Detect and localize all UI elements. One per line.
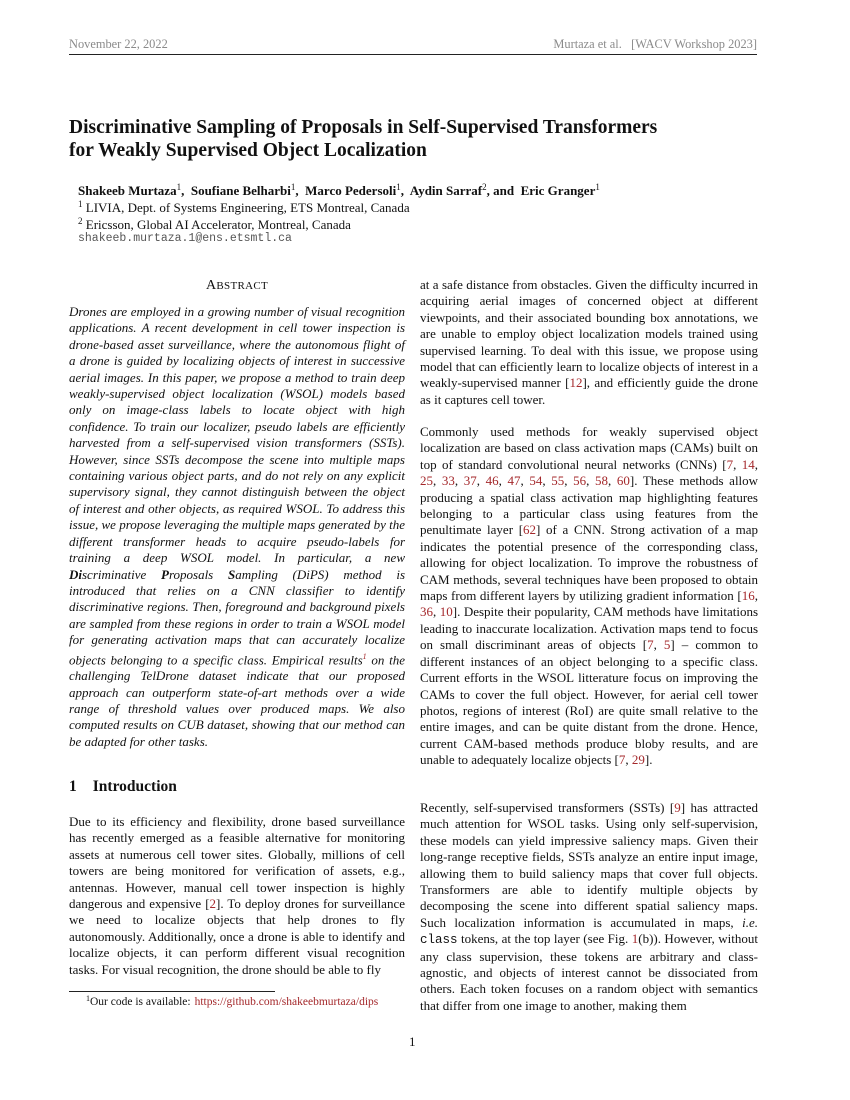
header-rule [69,54,757,55]
intro-paragraph-1: Due to its efficiency and flexibility, drone based surveillance has recently emerged as a feasible alternative for monitoring assets at numerous cell tower sites. Globally, millions of cell towers are being monitored for verification of assets, e.g., antennas. However, manual cell tower inspection is highly dangerous and expensive [2]. To deploy drones for surveillance we need to localize objects that help drones to fly autonomously. Additionally, once a drone is able to identify and localize objects, it can perform different visual recognition tasks. For visual recognition, the drone should be able to fly [69,814,405,977]
citation-link[interactable]: 56 [573,473,587,489]
header-running-title: Murtaza et al. [WACV Workshop 2023] [553,37,757,51]
code-repo-link[interactable]: https://github.com/shakeebmurtaza/dips [194,996,379,1008]
author: Eric Granger$^1$ [520,182,600,198]
citation-link[interactable]: 10 [439,604,453,620]
citation-link[interactable]: 54 [529,473,543,489]
citation-link[interactable]: 29 [631,752,645,768]
citation-link[interactable]: 12 [569,375,583,391]
author: Marco Pedersoli$^1$ [305,182,401,198]
footnote: $^1$Our code is available: https://github.com/shakeebmurtaza/dips [86,994,379,1008]
title-line-1: Discriminative Sampling of Proposals in Self-Supervised Transformers [69,117,658,138]
citation-link[interactable]: 9 [674,800,681,815]
affiliation: $^2$ Ericsson, Global AI Accelerator, Montreal, Canada [78,216,351,232]
author: Aydin Sarraf$^2$ [409,182,487,198]
author-list: Shakeeb Murtaza$^1$, Soufiane Belharbi$^1$, Marco Pedersoli$^1$, Aydin Sarraf$^2$, and Eric Granger$^1$ [78,182,600,198]
intro-paragraph-3: Recently, self-supervised transformers (SSTs) [9] has attracted much attention for WSOL tasks. Using only self-supervision, these models can yield impressive saliency maps. Given their long-range receptive fields, SSTs analyze an entire input image, allowing them to build saliency maps that cover full objects. Transformers are able to identify multiple objects by decomposing the scene into different spatial saliency maps. Such localization information is accumulated in maps, i.e. class tokens, at the top layer (see Fig. 1(b)). However, without any class supervision, these tokens are arbitrary and class-agnostic, and objects of interest cannot be dissociated from others. Each token focuses on a random object with semantics that differ from one image to another, making them [420,800,759,1013]
citation-link[interactable]: 5 [663,637,671,653]
intro-paragraph-2: Commonly used methods for weakly supervised object localization are based on class activation maps (CAMs) built on top of standard convolutional neural networks (CNNs) [7, 14, 25, 33, 37, 46, 47, 54, 55, 56, 58, 60]. These methods allow producing a spatial class activation map highlighting features belonging to a particular class using features from the penultimate layer [62] of a CNN. Strong activation of a map indicates the potential presence of the corresponding class, allowing for object localization. To improve the robustness of CAM methods, several techniques have been proposed to obtain maps from different layers by utilizing gradient information [16, 36, 10]. Despite their popularity, CAM methods have limitations leading to inaccurate localization. Activation maps tend to focus on small discriminant areas of objects [7, 5] – common to different instances of an object belonging to a specific class. Current efforts in the WSOL litterature focus on improving the CAMs to cover the full object. However, for aerial cell tower photos, regions of interest (RoI) are quite small relative to the entire images, and can be quite distant from the drone. Hence, current CAM-based methods produce bloby results, and are unable to adequately localize objects [7, 29]. [420,424,759,768]
abstract-text: Drones are employed in a growing number of visual recognition applications. A recent development in cell tower inspection is drone-based asset surveillance, where the autonomous flight of a drone is guided by localizing objects of interest in successive aerial images. In this paper, we propose a method to train deep weakly-supervised object localization (WSOL) models based only on image-class labels to locate object with high confidence. To train our localizer, pseudo labels are efficiently harvested from a self-supervised vision transformers (SSTs). However, since SSTs decompose the scene into multiple maps containing various object parts, and do not rely on any explicit supervisory signal, they cannot distinguish between the object of interest and other objects, as required WSOL. To address this issue, we propose leveraging the multiple maps generated by the different transformer heads to acquire pseudo-labels for training a deep WSOL model. In particular, a new Discriminative Proposals Sampling (DiPS) method is introduced that relies on a CNN classifier to identify discriminative regions. Then, foreground and background pixels are sampled from these regions in order to train a WSOL model for generating activation maps that can accurately localize objects belonging to a specific class. Empirical results$^1$ on the challenging TelDrone dataset indicate that our proposed approach can outperform state-of-art methods over a wide range of threshold values over produced maps. We also computed results on CUB dataset, showing that our method can be adapted for other tasks. [69,304,406,749]
citation-link[interactable]: 7 [618,752,626,768]
header-date: November 22, 2022 [69,37,168,51]
title-line-2: for Weakly Supervised Object Localization [69,140,427,161]
citation-link[interactable]: 37 [463,473,477,489]
citation-link[interactable]: 16 [741,588,755,604]
paper-title [69,116,709,162]
author-and: and [493,183,515,198]
citation-link[interactable]: 60 [616,473,630,489]
abstract-heading: ABSTRACT [205,278,269,293]
affiliation: $^1$ LIVIA, Dept. of Systems Engineering, ETS Montreal, Canada [78,199,410,215]
footnote-rule [69,991,275,992]
author: Shakeeb Murtaza$^1$ [78,182,182,198]
author: Soufiane Belharbi$^1$ [190,182,296,198]
citation-link[interactable]: 25 [420,473,433,489]
citation-link[interactable]: 58 [595,473,608,489]
citation-link[interactable]: 7 [726,456,734,472]
citation-link[interactable]: 2 [209,896,217,912]
intro-paragraph-1-continued: at a safe distance from obstacles. Given the difficulty incurred in acquiring aerial images of concerned object at different viewpoints, and their associated bounding box annotations, we are unable to employ object localization models trained using supervised learning. To deal with this issue, we propose using model that can efficiently learn to localize objects of interest in a weakly-supervised manner [12], and efficiently guide the drone as it captures cell tower. [420,277,758,407]
citation-link[interactable]: 7 [647,637,654,653]
page-number: 1 [409,1034,416,1049]
running-header [69,37,757,52]
author-email: shakeeb.murtaza.1@ens.etsmtl.ca [78,232,292,245]
citation-link[interactable]: 47 [507,473,521,489]
code-token: class [420,933,458,948]
figure-link[interactable]: 1 [631,931,639,947]
citation-link[interactable]: 33 [441,473,455,489]
footnote-ref[interactable]: 1 [362,651,367,661]
citation-link[interactable]: 36 [420,604,433,620]
citation-link[interactable]: 55 [551,473,565,489]
citation-link[interactable]: 46 [485,473,499,489]
section-heading: 1 Introduction [69,778,177,795]
citation-link[interactable]: 62 [523,522,537,538]
citation-link[interactable]: 14 [741,456,755,472]
